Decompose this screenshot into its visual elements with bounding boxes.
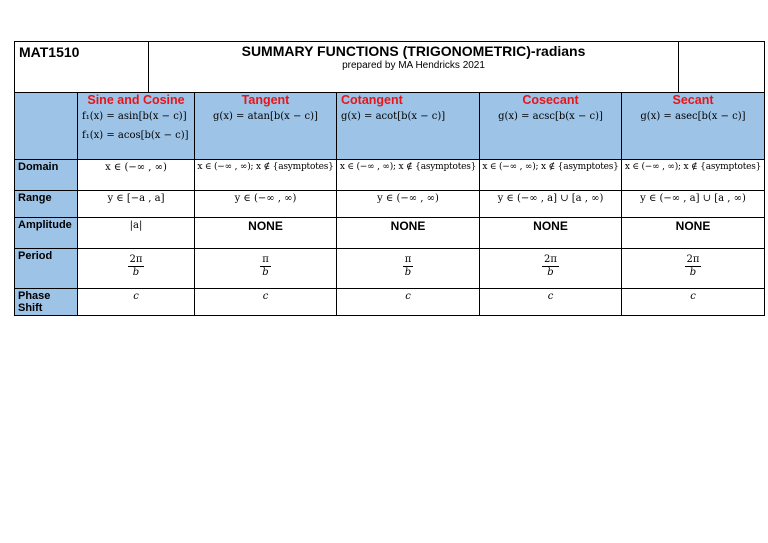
amplitude-cell: NONE xyxy=(337,218,480,249)
function-header-secant xyxy=(622,93,765,160)
period-fraction xyxy=(260,254,271,279)
function-header-tangent xyxy=(195,93,337,160)
period-fraction xyxy=(403,254,414,279)
title-block xyxy=(149,42,679,93)
summary-sheet xyxy=(14,41,764,316)
amplitude-cell: NONE xyxy=(480,218,622,249)
amplitude-row xyxy=(15,218,765,249)
fraction-denominator: b xyxy=(132,267,140,278)
function-formula: f₁(x) = acos[b(x − c)] xyxy=(82,130,189,141)
function-header-sine-cosine xyxy=(78,93,195,160)
range-cell: y ∈ (−∞ , a] ∪ [a , ∞) xyxy=(480,191,622,218)
amplitude-cell: |a| xyxy=(78,218,195,249)
period-cell xyxy=(622,249,765,289)
range-cell: y ∈ (−∞ , a] ∪ [a , ∞) xyxy=(622,191,765,218)
function-name: Cotangent xyxy=(341,93,403,107)
fraction-denominator: b xyxy=(404,267,412,278)
range-cell: y ∈ (−∞ , ∞) xyxy=(337,191,480,218)
fraction-numerator: 2π xyxy=(129,254,143,265)
course-code: MAT1510 xyxy=(15,42,149,93)
period-cell xyxy=(480,249,622,289)
trig-summary-table xyxy=(14,41,765,316)
period-fraction xyxy=(542,254,559,279)
function-header-cosecant xyxy=(480,93,622,160)
row-label: Range xyxy=(15,191,78,218)
row-label: Period xyxy=(15,249,78,289)
phase-shift-cell: c xyxy=(78,289,195,316)
fraction-numerator: π xyxy=(404,254,412,265)
function-name: Secant xyxy=(672,93,714,107)
phase-shift-cell: c xyxy=(480,289,622,316)
function-formula: g(x) = asec[b(x − c)] xyxy=(640,111,746,122)
domain-cell: x ∈ (−∞ , ∞); x ∉ {asymptotes} xyxy=(195,160,337,191)
function-formula: g(x) = acot[b(x − c)] xyxy=(341,111,446,122)
function-formula: g(x) = acsc[b(x − c)] xyxy=(498,111,603,122)
period-row xyxy=(15,249,765,289)
author-note: prepared by MA Hendricks 2021 xyxy=(342,60,485,71)
function-formula: g(x) = atan[b(x − c)] xyxy=(213,111,318,122)
range-cell: y ∈ (−∞ , ∞) xyxy=(195,191,337,218)
domain-cell: x ∈ (−∞ , ∞) xyxy=(78,160,195,191)
fraction-numerator: 2π xyxy=(544,254,557,265)
domain-cell: x ∈ (−∞ , ∞); x ∉ {asymptotes} xyxy=(622,160,765,191)
fraction-denominator: b xyxy=(262,267,269,278)
row-label: Phase Shift xyxy=(15,289,78,316)
fraction-denominator: b xyxy=(689,267,697,278)
function-header-cotangent xyxy=(337,93,480,160)
period-cell xyxy=(337,249,480,289)
row-label: Domain xyxy=(15,160,78,191)
title-row xyxy=(15,42,765,93)
amplitude-cell: NONE xyxy=(195,218,337,249)
period-cell xyxy=(78,249,195,289)
function-formula: f₁(x) = asin[b(x − c)] xyxy=(82,111,187,122)
function-name: Tangent xyxy=(241,93,290,107)
function-name: Sine and Cosine xyxy=(87,93,185,107)
domain-row xyxy=(15,160,765,191)
period-fraction xyxy=(685,254,702,279)
phase-shift-cell: c xyxy=(622,289,765,316)
row-label: Amplitude xyxy=(15,218,78,249)
blank-corner-cell xyxy=(679,42,765,93)
fraction-numerator: π xyxy=(262,254,269,265)
fraction-numerator: 2π xyxy=(686,254,700,265)
period-cell xyxy=(195,249,337,289)
period-fraction xyxy=(128,254,145,279)
range-cell: y ∈ [−a , a] xyxy=(78,191,195,218)
phase-shift-row xyxy=(15,289,765,316)
function-header-row xyxy=(15,93,765,160)
amplitude-cell: NONE xyxy=(622,218,765,249)
fraction-denominator: b xyxy=(547,267,554,278)
phase-shift-cell: c xyxy=(337,289,480,316)
domain-cell: x ∈ (−∞ , ∞); x ∉ {asymptotes} xyxy=(480,160,622,191)
function-name: Cosecant xyxy=(522,93,579,107)
page-title: SUMMARY FUNCTIONS (TRIGONOMETRIC)-radians xyxy=(241,43,586,59)
blank-label-cell xyxy=(15,93,78,160)
phase-shift-cell: c xyxy=(195,289,337,316)
domain-cell: x ∈ (−∞ , ∞); x ∉ {asymptotes} xyxy=(337,160,480,191)
range-row xyxy=(15,191,765,218)
